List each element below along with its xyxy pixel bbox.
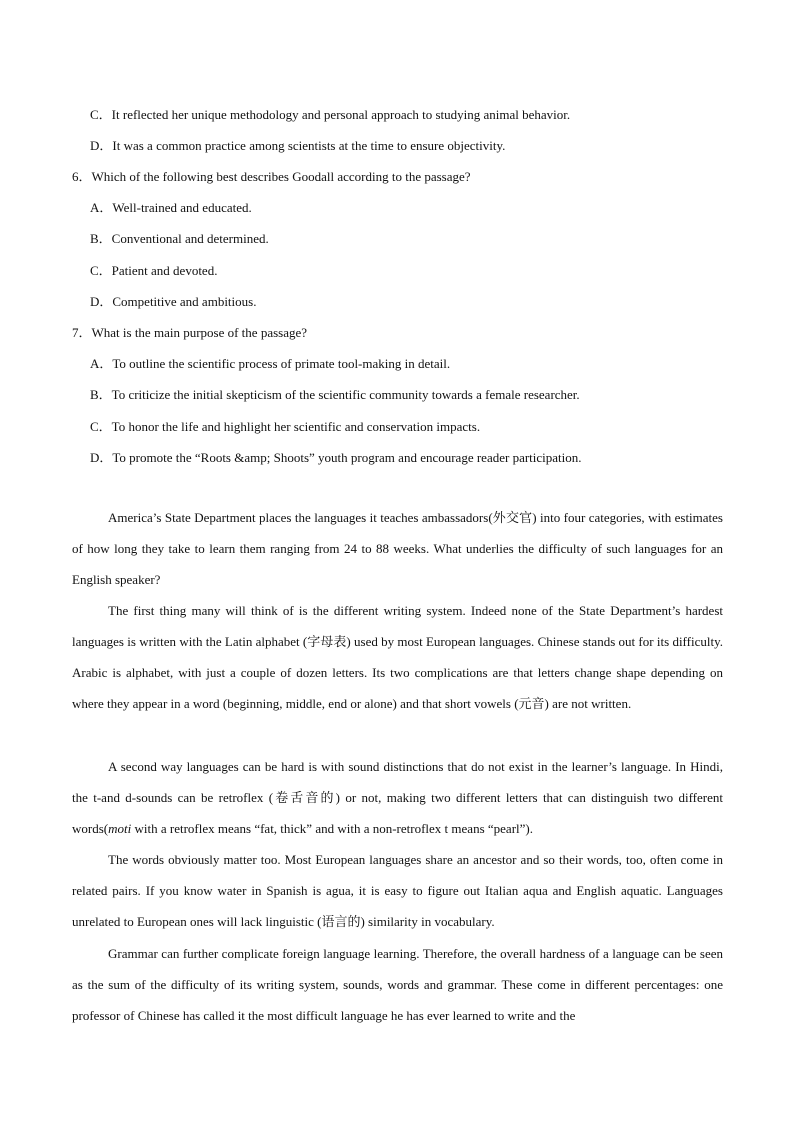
q7-stem: 7．What is the main purpose of the passage? (72, 325, 308, 340)
q7-option-b (90, 384, 580, 403)
q6-option-a (90, 197, 252, 216)
option-letter: B． (90, 387, 112, 402)
passage-paragraph-3 (72, 751, 723, 844)
option-text: To honor the life and highlight her scientific and conservation impacts. (111, 419, 481, 434)
option-text: Conventional and determined. (111, 231, 269, 246)
q5-option-d (90, 135, 505, 154)
option-letter: C． (90, 107, 112, 122)
option-text: To outline the scientific process of primate tool-making in detail. (112, 356, 451, 371)
option-text: Patient and devoted. (111, 263, 218, 278)
passage-paragraph-4: The words obviously matter too. Most European languages share an ancestor and so their words, too, often come in related pairs. If you know water in Spanish is agua, it is easy to figure out Italian aqua and English aquatic. Languages unrelated to European ones will lack linguistic (语言的) similarity in vocabulary. (72, 852, 723, 929)
q5-option-c (90, 104, 570, 123)
option-text: Well-trained and educated. (112, 200, 252, 215)
option-letter: A． (90, 200, 113, 215)
q6-option-b (90, 228, 269, 247)
paragraph-text: with a retroflex means “fat, thick” and with a non-retroflex t means “pearl”). (131, 821, 533, 836)
option-letter: D． (90, 294, 113, 309)
passage-paragraph-5: Grammar can further complicate foreign language learning. Therefore, the overall hardness of a language can be seen as the sum of the difficulty of its writing system, sounds, words and grammar. These come in different percentages: one professor of Chinese has called it the most difficult language he has ever learned to write and the (72, 946, 723, 1023)
passage-paragraph-2: The first thing many will think of is the different writing system. Indeed none of the State Department’s hardest languages is written with the Latin alphabet (字母表) used by most European languages. Chinese stands out for its difficulty. Arabic is alphabet, with just a couple of dozen letters. Its two complications are that letters change shape depending on where they appear in a word (beginning, middle, end or alone) and that short vowels (元音) are not written. (72, 603, 723, 711)
q7-option-d (90, 447, 582, 466)
paragraph-text: A second way languages can be hard is with sound distinctions that do not exist in the learner’s language. In Hindi, the t-and d-sounds can be retroflex (卷舌音的) or not, making two different letters that can distinguish two different words( (72, 759, 723, 836)
option-letter: A． (90, 356, 113, 371)
option-letter: B． (90, 231, 112, 246)
q7-option-c (90, 416, 480, 435)
option-letter: C． (90, 263, 112, 278)
q6-option-c (90, 260, 217, 279)
q6-option-d (90, 291, 256, 310)
q7-option-a (90, 353, 450, 372)
option-text: Competitive and ambitious. (112, 294, 257, 309)
q6-stem: 6．Which of the following best describes Goodall according to the passage? (72, 169, 471, 184)
option-text: To promote the “Roots &amp; Shoots” youth program and encourage reader participation. (112, 450, 582, 465)
option-letter: C． (90, 419, 112, 434)
option-text: It reflected her unique methodology and personal approach to studying animal behavior. (111, 107, 571, 122)
italic-term: moti (108, 821, 132, 836)
option-text: It was a common practice among scientists at the time to ensure objectivity. (112, 138, 506, 153)
option-letter: D． (90, 450, 113, 465)
option-letter: D． (90, 138, 113, 153)
passage-paragraph-1: America’s State Department places the languages it teaches ambassadors(外交官) into four categories, with estimates of how long they take to learn them ranging from 24 to 88 weeks. What underlies the difficulty of such languages for an English speaker? (72, 510, 723, 587)
option-text: To criticize the initial skepticism of the scientific community towards a female researcher. (111, 387, 580, 402)
